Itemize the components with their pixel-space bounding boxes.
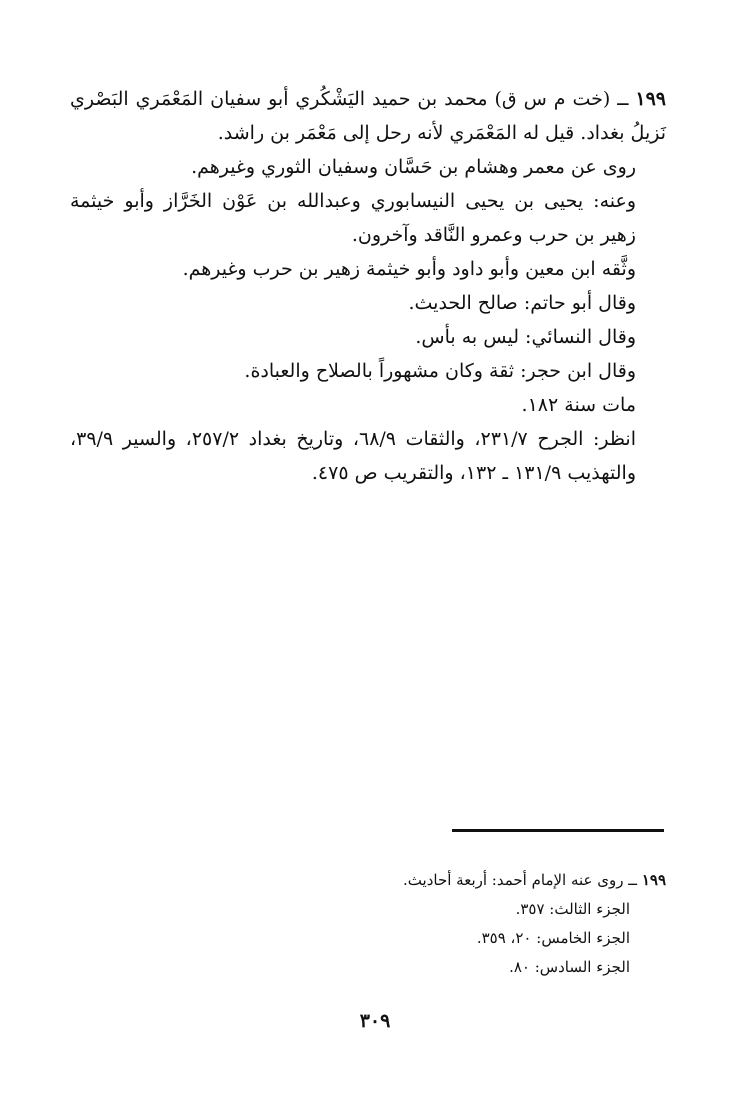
narrated-by-line: وعنه: يحيى بن يحيى النيسابوري وعبدالله بن عَوْن الخَرَّاز وأبو خيثمة زهير بن حرب وعمرو النَّاقد وآخرون. <box>70 190 636 246</box>
abu-hatim-line: وقال أبو حاتم: صالح الحديث. <box>408 292 636 314</box>
footnote-separator <box>452 829 664 832</box>
references-line: انظر: الجرح ٢٣١/٧، والثقات ٦٨/٩، وتاريخ بغداد ٢٥٧/٢، والسير ٣٩/٩، والتهذيب ١٣١/٩ ـ ١٣٢، والتقريب ص ٤٧٥. <box>70 428 636 484</box>
footnote-number: ١٩٩ <box>641 871 666 889</box>
entry-dash: ــ <box>610 88 636 110</box>
page-number: ٣٠٩ <box>359 1010 391 1032</box>
nasai-line: وقال النسائي: ليس به بأس. <box>415 326 636 348</box>
footnote-dash: ــ <box>623 871 642 889</box>
footnote <box>70 866 666 982</box>
entry-number: ١٩٩ <box>635 88 666 110</box>
footnote-heading <box>70 866 666 895</box>
footnote-line: الجزء الثالث: ٣٥٧. <box>515 900 630 918</box>
ibn-hajar-line: وقال ابن حجر: ثقة وكان مشهوراً بالصلاح والعبادة. <box>244 360 636 382</box>
footnote-text: روى عنه الإمام أحمد: أربعة أحاديث. <box>403 871 624 889</box>
entry-heading-text: (خت م س ق) محمد بن حميد اليَشْكُري أبو سفيان المَعْمَري البَصْري نَزيلُ بغداد. قيل له المَعْمَري لأنه رحل إلى مَعْمَر بن راشد. <box>70 88 666 144</box>
narrated-from-line: روى عن معمر وهشام بن حَسَّان وسفيان الثوري وغيرهم. <box>191 156 636 178</box>
biography-entry <box>70 82 666 490</box>
footnote-line: الجزء السادس: ٨٠. <box>509 958 630 976</box>
footnote-line: الجزء الخامس: ٢٠، ٣٥٩. <box>476 929 630 947</box>
tawthiq-line: وثَّقه ابن معين وأبو داود وأبو خيثمة زهير بن حرب وغيرهم. <box>182 258 636 280</box>
death-line: مات سنة ١٨٢. <box>521 394 636 416</box>
entry-heading <box>70 82 666 150</box>
